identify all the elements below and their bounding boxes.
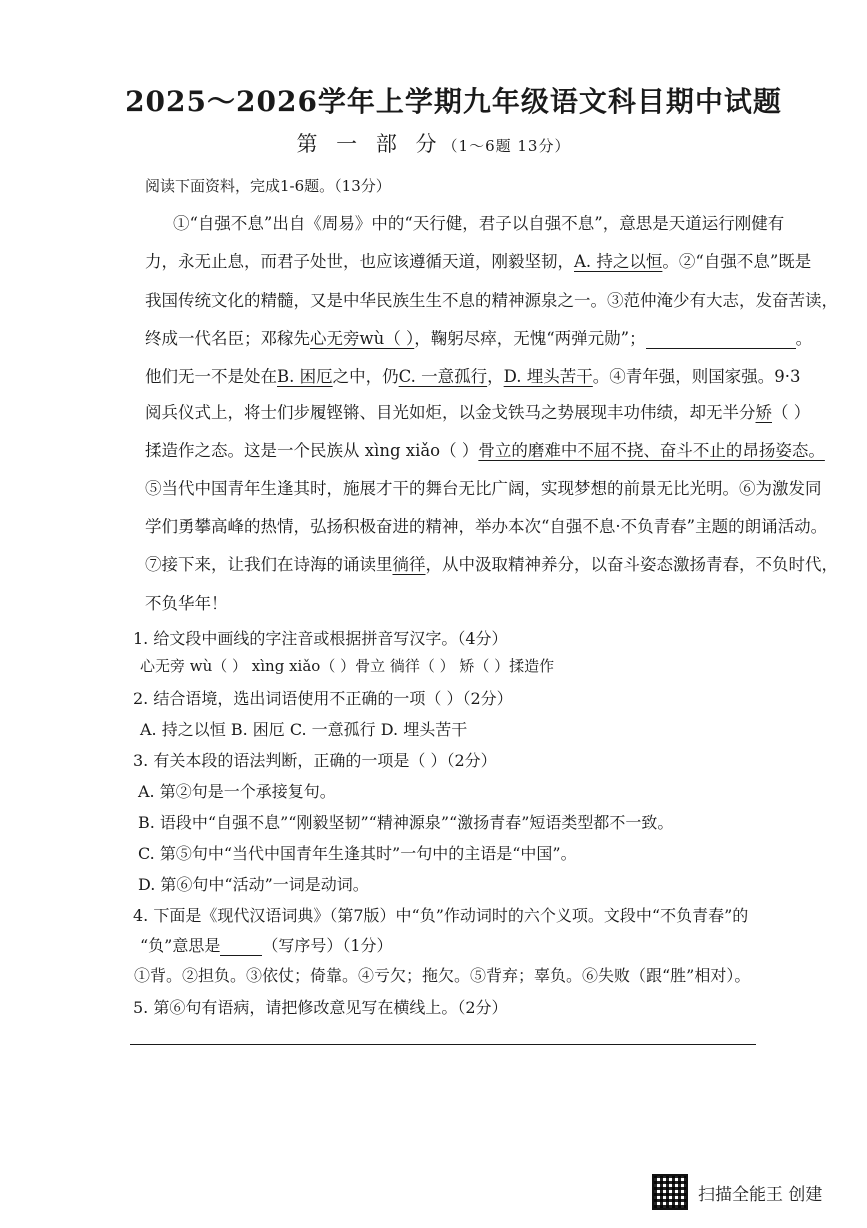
question-4-definitions: ①背。②担负。③依仗；倚靠。④亏欠；拖欠。⑤背弃；辜负。⑥失败（跟“胜”相对）。 — [134, 966, 751, 985]
passage-line-6 — [145, 399, 810, 423]
passage-text: ，从中汲取精神养分，以奋斗姿态激扬青春，不负时代， — [425, 555, 838, 574]
underlined-char-jiao: 矫 — [755, 403, 772, 422]
passage-text: 。 — [795, 329, 813, 348]
passage-line-5 — [145, 363, 801, 387]
passage-line-2 — [145, 248, 811, 272]
pinyin-blank-wu: 心无旁wù（ ） — [310, 329, 415, 348]
passage-text: 之中，仍 — [332, 367, 399, 386]
scanner-watermark — [652, 1172, 822, 1212]
question-text: （写序号）（1分） — [262, 936, 393, 955]
passage-text: 。④青年强，则国家强。9·3 — [592, 367, 801, 386]
question-2-options: A. 持之以恒 B. 困厄 C. 一意孤行 D. 埋头苦干 — [140, 720, 468, 739]
question-4: 4. 下面是《现代汉语词典》（第7版）中“负”作动词时的六个义项。文段中“不负青春”的 — [133, 906, 749, 925]
underlined-option-b: B. 困厄 — [277, 367, 333, 386]
underlined-word-changyang: 徜徉 — [392, 555, 426, 574]
passage-line-4 — [145, 325, 812, 349]
passage-text: ， — [487, 367, 504, 386]
question-3-option-a: A. 第②句是一个承接复句。 — [138, 782, 336, 801]
passage-line-3: 我国传统文化的精髓，又是中华民族生生不息的精神源泉之一。③范仲淹少有大志，发奋苦读， — [145, 291, 838, 310]
passage-text: 力，永无止息，而君子处世，也应该遵循天道，刚毅坚韧， — [145, 252, 574, 271]
question-4-line-2 — [140, 933, 393, 956]
question-3-option-b: B. 语段中“自强不息”“刚毅坚韧”“精神源泉”“激扬青春”短语类型都不一致。 — [138, 813, 674, 832]
passage-line-10 — [145, 551, 838, 575]
question-5: 5. 第⑥句有语病，请把修改意见写在横线上。（2分） — [133, 998, 508, 1017]
answer-blank[interactable] — [220, 939, 262, 956]
passage-line-1: ①“自强不息”出自《周易》中的“天行健，君子以自强不息”，意思是天道运行刚健有 — [173, 214, 785, 233]
underlined-option-c: C. 一意孤行 — [398, 367, 488, 386]
answer-line[interactable] — [130, 1044, 756, 1045]
qr-code-icon — [652, 1174, 688, 1210]
underlined-phrase: 骨立的磨难中不屈不挠、奋斗不止的昂扬姿态。 — [478, 441, 825, 460]
question-3-option-d: D. 第⑥句中“活动”一词是动词。 — [138, 875, 369, 894]
question-2: 2. 结合语境，选出词语使用不正确的一项（ ）（2分） — [133, 689, 513, 708]
passage-text: 他们无一不是处在 — [145, 367, 277, 386]
passage-text: ⑦接下来，让我们在诗海的诵读里 — [145, 555, 393, 574]
exam-title: 2025～2026学年上学期九年级语文科目期中试题 — [125, 85, 782, 118]
passage-line-9: 学们勇攀高峰的热情，弘扬积极奋进的精神，举办本次“自强不息·不负青春”主题的朗诵活动。 — [145, 517, 828, 536]
passage-text: 终成一代名臣；邓稼先 — [145, 329, 310, 348]
passage-text: 揉造作之态。这是一个民族从 xìng xiǎo（ ） — [145, 441, 479, 460]
question-text: “负”意思是 — [140, 936, 221, 955]
passage-line-11: 不负华年！ — [145, 594, 228, 613]
passage-text: （ ） — [772, 403, 811, 422]
reading-instruction: 阅读下面资料，完成1-6题。（13分） — [145, 177, 391, 195]
scanner-credit: 扫描全能王 创建 — [698, 1184, 823, 1205]
passage-text: 。②“自强不息”既是 — [662, 252, 812, 271]
passage-text: ，鞠躬尽瘁，无愧“两弹元勋”； — [414, 329, 646, 348]
passage-text: 阅兵仪式上，将士们步履铿锵、目光如炬，以金戈铁马之势展现丰功伟绩，却无半分 — [145, 403, 756, 422]
section-heading — [0, 128, 867, 158]
section-label: 第 一 部 分 — [296, 132, 443, 156]
fill-in-blank[interactable] — [646, 330, 796, 349]
passage-line-8: ⑤当代中国青年生逢其时，施展才干的舞台无比广阔，实现梦想的前景无比光明。⑥为激发同 — [145, 479, 822, 498]
question-1-items: 心无旁 wù（ ） xìng xiǎo（ ）骨立 徜徉（ ） 矫（ ）揉造作 — [140, 657, 555, 675]
question-3-option-c: C. 第⑤句中“当代中国青年生逢其时”一句中的主语是“中国”。 — [138, 844, 577, 863]
underlined-option-d: D. 埋头苦干 — [503, 367, 593, 386]
question-3: 3. 有关本段的语法判断，正确的一项是（ ）（2分） — [133, 751, 497, 770]
question-1: 1. 给文段中画线的字注音或根据拼音写汉字。（4分） — [133, 629, 508, 648]
passage-line-7 — [145, 437, 825, 461]
underlined-option-a: A. 持之以恒 — [574, 252, 663, 271]
section-note: （1～6题 13分） — [442, 137, 571, 155]
